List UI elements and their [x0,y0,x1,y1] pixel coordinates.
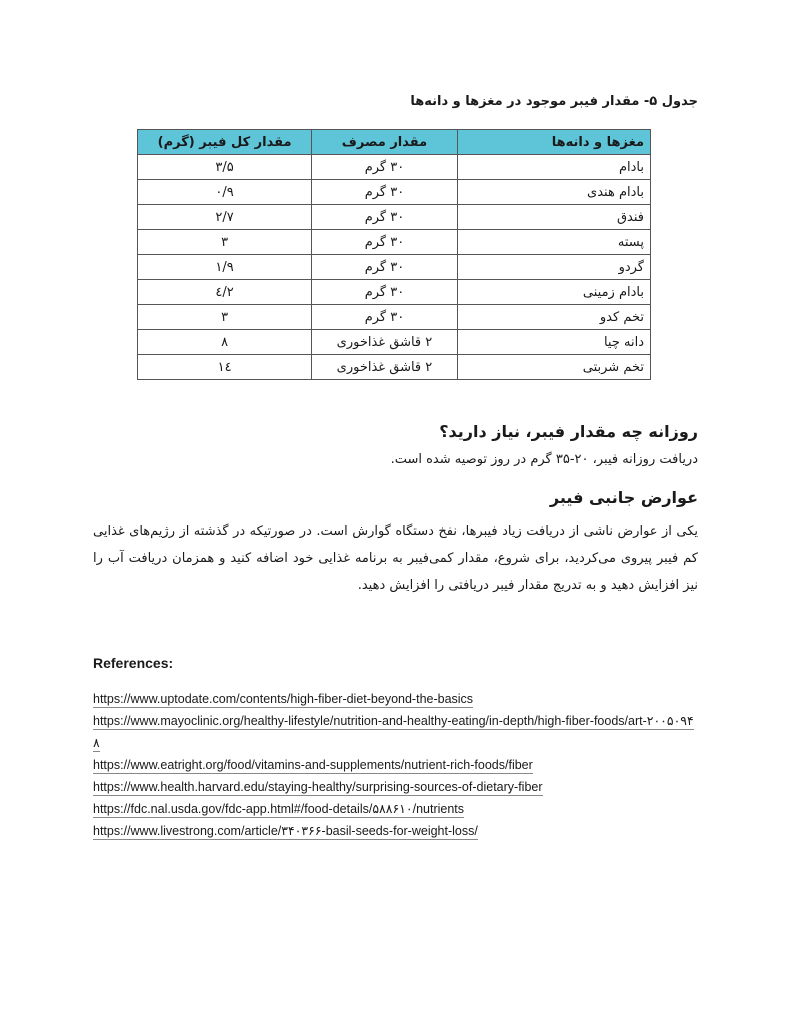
reference-link-eatright[interactable]: https://www.eatright.org/food/vitamins-and-supplements/nutrient-rich-foods/fiber [93,758,533,772]
table-row [138,230,651,255]
serving-cell: ۳۰ گرم [312,280,458,305]
table-row [138,155,651,180]
reference-link-harvard[interactable]: https://www.health.harvard.edu/staying-healthy/surprising-sources-of-dietary-fiber [93,780,543,794]
serving-cell: ۲ قاشق غذاخوری [312,330,458,355]
reference-item [93,710,698,754]
reference-link-livestrong[interactable]: https://www.livestrong.com/article/۳۴۰۳۶۶-basil-seeds-for-weight-loss/ [93,824,478,838]
fiber-amount-cell: ۸ [138,330,312,355]
table-row [138,180,651,205]
reference-item [93,820,698,842]
serving-cell: ۳۰ گرم [312,230,458,255]
serving-cell: ۳۰ گرم [312,255,458,280]
serving-cell: ۲ قاشق غذاخوری [312,355,458,380]
reference-item [93,776,698,798]
table-header-row [138,130,651,155]
header-serving: مقدار مصرف [312,130,458,155]
reference-link-uptodate[interactable]: https://www.uptodate.com/contents/high-fiber-diet-beyond-the-basics [93,692,474,706]
serving-cell: ۳۰ گرم [312,180,458,205]
table-row [138,305,651,330]
fiber-amount-cell: ١٤ [138,355,312,380]
reference-item [93,688,698,710]
food-name-cell: بادام زمینی [457,280,650,305]
table-caption: جدول ۵- مقدار فیبر موجود در مغزها و دانه‌ها [410,94,698,109]
food-name-cell: تخم شربتی [457,355,650,380]
table-row [138,355,651,380]
table-row [138,205,651,230]
fiber-amount-cell: ۳ [138,305,312,330]
food-name-cell: بادام هندی [457,180,650,205]
fiber-amount-cell: ۳ [138,230,312,255]
fiber-amount-cell: ۰/۹ [138,180,312,205]
references-list [93,688,698,842]
daily-intake-text: دریافت روزانه فیبر، ۲۰-۳۵ گرم در روز توصیه شده است. [390,452,698,467]
food-name-cell: گردو [457,255,650,280]
food-name-cell: تخم کدو [457,305,650,330]
header-total-fiber: مقدار کل فیبر (گرم) [138,130,312,155]
fiber-amount-cell: ۲/۷ [138,205,312,230]
table-row [138,330,651,355]
reference-link-mayoclinic[interactable]: https://www.mayoclinic.org/healthy-lifestyle/nutrition-and-healthy-eating/in-depth/high-fiber-foods/art-۲۰۰۵۰۹۴۸ [93,714,694,750]
side-effects-heading: عوارض جانبی فیبر [549,488,698,507]
fiber-amount-cell: ۳/۵ [138,155,312,180]
references-title: References: [93,655,174,671]
daily-intake-heading: روزانه چه مقدار فیبر، نیاز دارید؟ [439,422,698,441]
fiber-amount-cell: ۱/۹ [138,255,312,280]
table-row [138,255,651,280]
serving-cell: ۳۰ گرم [312,155,458,180]
header-nuts-seeds: مغزها و دانه‌ها [457,130,650,155]
table-row [138,280,651,305]
reference-item [93,798,698,820]
food-name-cell: بادام [457,155,650,180]
reference-item [93,754,698,776]
fiber-table [137,129,651,380]
serving-cell: ۳۰ گرم [312,205,458,230]
reference-link-usda[interactable]: https://fdc.nal.usda.gov/fdc-app.html#/food-details/۵۸۸۶۱۰/nutrients [93,802,465,816]
serving-cell: ۳۰ گرم [312,305,458,330]
food-name-cell: فندق [457,205,650,230]
food-name-cell: دانه چیا [457,330,650,355]
side-effects-text: یکی از عوارض ناشی از دریافت زیاد فیبرها، نفخ دستگاه گوارش است. در صورتیکه در گذشته از رژیم‌های غذایی کم فیبر پیروی می‌کردید، برای شروع، مقدار کمی‌فیبر به برنامه غذایی خود اضافه کنید و همزمان دریافت آب را نیز افزایش دهید و به تدریج مقدار فیبر دریافتی را افزایش دهید. [93,524,698,593]
food-name-cell: پسته [457,230,650,255]
fiber-amount-cell: ۲/٤ [138,280,312,305]
